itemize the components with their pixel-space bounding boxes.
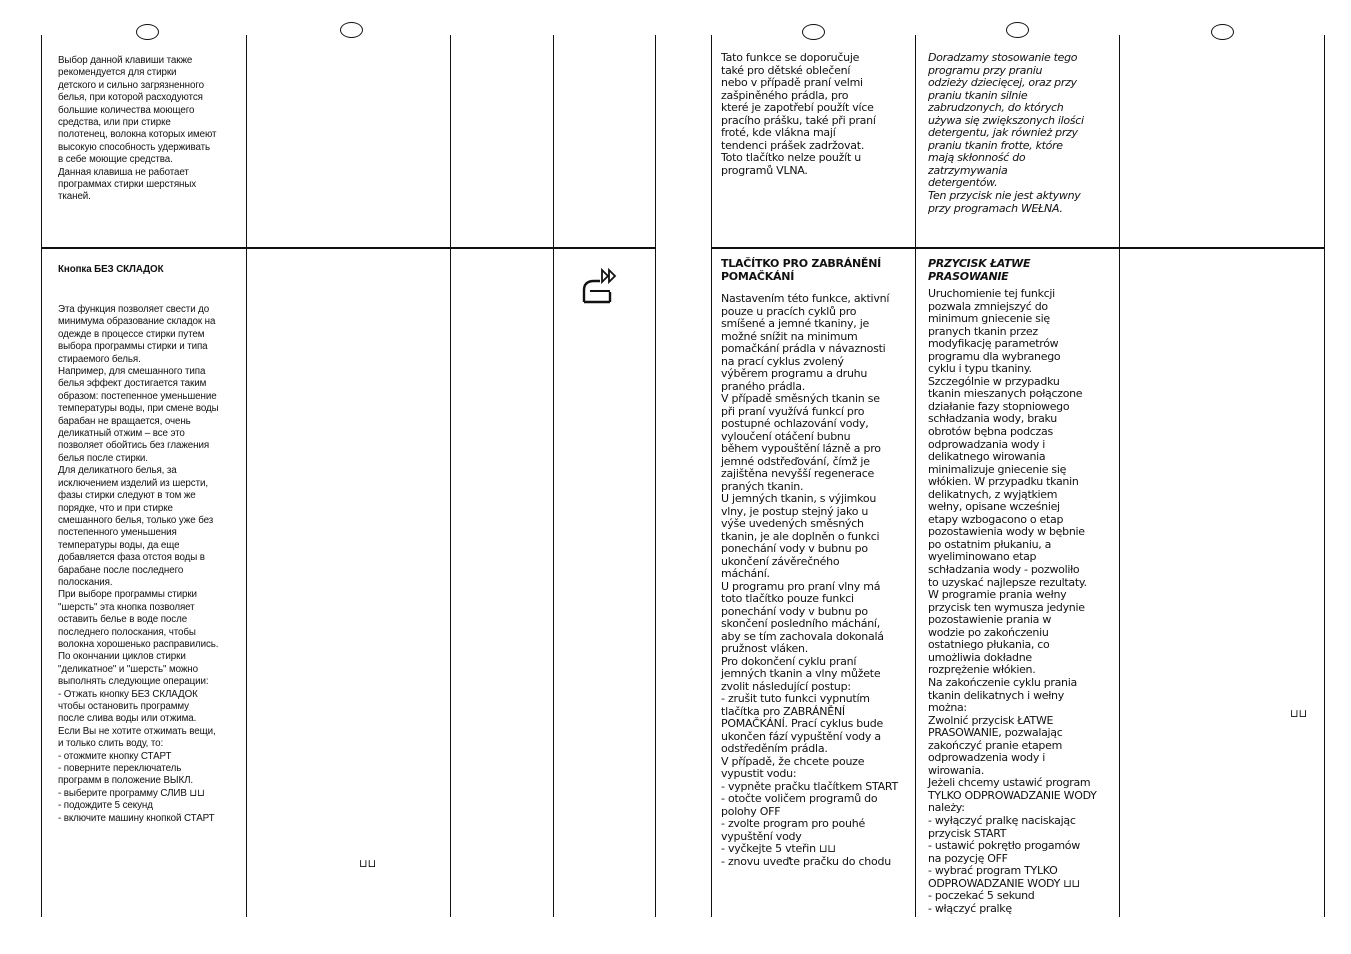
pl-block2-heading: PRZYCISK ŁATWE PRASOWANIE [928,257,1031,283]
ru-block2-text: Эта функция позволяет свести до минимума образование складок на одежде в процессе стирки путем выбора программы стирки и типа стираемого белья. Например, для смешанного типа белья эффект достигается таким образом: постепенное уменьшение температуры воды, при смене воды барабан не вращается, очень деликатный отжим – все это позволяет обойтись без глажения белья после стирки. Для деликатного белья, за исключением изделий из шерсти, фазы стирки следуют в том же порядке, что и при стирке смешанного белья, только уже без постепенного уменьшения температуры воды, да еще добавляется фаза отстоя воды в барабане после последнего полоскания. При выборе программы стирки "шерсть" эта кнопка позволяет оставить белье в воде после последнего полоскания, чтобы волокна хорошенько расправились. По окончании циклов стирки "деликатное" и "шерсть" можно выполнять следующие операции: - Отжать кнопку БЕЗ СКЛАДОК чтобы остановить программу после слива воды или отжима. Если Вы не хотите отжимать вещи, и только слить воду, то: - отожмите кнопку СТАРТ - поверните переключатель программ в положение ВЫКЛ. - выберите программу СЛИВ ⊔⊔ - подождите 5 секунд - включите машину кнопкой СТАРТ [58,304,219,824]
drain-icon: ⊔⊔ [1290,707,1308,720]
language-marker-oval [136,24,159,40]
ru-block1-text: Выбор данной клавиши также рекомендуется для стирки детского и сильно загрязненного белья, при которой расходуются большие количества моющего средства, или при стирке полотенец, волокна которых имеют высокую способность удерживать в себе моющие средства. Данная клавиша не работает программах стирки шерстяных тканей. [58,55,217,203]
divider-right [711,247,1325,249]
language-marker-oval [802,24,825,40]
rule-right-col2 [915,35,916,917]
language-marker-oval [1211,24,1234,40]
divider-left [41,247,656,249]
cz-block2-heading: TLAČÍTKO PRO ZABRÁNĚNÍ POMAČKÁNÍ [721,257,881,283]
cz-block1-text: Tato funkce se doporučuje také pro dětské oblečení nebo v případě praní velmi zašpiněného prádla, pro které je zapotřebí použít více pracího prášku, také při praní froté, kde vlákna mají tendenci prášek zadržovat. Toto tlačítko nelze použít u programů VLNA. [721,51,876,177]
rule-left-col2 [246,35,247,917]
drain-icon: ⊔⊔ [359,857,377,870]
rule-left-right-edge [655,35,656,917]
rule-right-edge-left [711,35,712,917]
ru-block2-heading: Кнопка БЕЗ СКЛАДОК [58,264,164,275]
rule-left-col3 [450,35,451,917]
anti-crease-icon [580,268,622,304]
rule-left-col4 [553,35,554,917]
cz-block2-text: Nastavením této funkce, aktivní pouze u pracích cyklů pro smíšené a jemné tkaniny, je možné snížit na minimum pomačkání prádla v návaznosti na prací cyklus zvolený výběrem programu a druhu praného prádla. V případě směsných tkanin se při praní využívá funkcí pro postupné ochlazování vody, vyloučení otáčení bubnu během vypouštění lázně a pro jemné odstřeďování, čímž je zajištěna nevyšší regenerace praných tkanin. U jemných tkanin, s výjimkou vlny, je postup stejný jako u výše uvedených směsných tkanin, je ale doplněn o funkci ponechání vody v bubnu po ukončení závěrečného máchání. U programu pro praní vlny má toto tlačítko pouze funkci ponechání vody v bubnu po skončení posledního máchání, aby se tím zachovala dokonalá pružnost vláken. Pro dokončení cyklu praní jemných tkanin a vlny můžete zvolit následující postup: - zrušit tuto funkci vypnutím tlačítka pro ZABRÁNĚNÍ POMAČKÁNÍ. Prací cyklus bude ukončen fází vypuštění vody a odstředěním prádla. V případě, že chcete pouze vypustit vodu: - vypněte pračku tlačítkem START - otočte voličem programů do polohy OFF - zvolte program pro pouhé vypuštění vody - vyčkejte 5 vteřin ⊔⊔ - znovu uveďte pračku do chodu [721,292,898,868]
pl-block2-text: Uruchomienie tej funkcji pozwala zmniejszyć do minimum gniecenie się pranych tkanin przez modyfikację parametrów programu dla wybranego cyklu i typu tkaniny. Szczególnie w przypadku tkanin mieszanych połączone działanie fazy stopniowego schładzania wody, braku obrotów bębna podczas odprowadzania wody i delikatnego wirowania minimalizuje gniecenie się włókien. W przypadku tkanin delikatnych, z wyjątkiem wełny, opisane wcześniej etapy wzbogacono o etap pozostawienia wody w bębnie po ostatnim płukaniu, a wyeliminowano etap schładzania wody - pozwoliło to uzyskać najlepsze rezultaty. W programie prania wełny przycisk ten wymusza jedynie pozostawienie prania w wodzie po zakończeniu ostatniego płukania, co umożliwia dokładne rozprężenie włókien. Na zakończenie cyklu prania tkanin delikatnych i wełny można: Zwolnić przycisk ŁATWE PRASOWANIE, pozwalając zakończyć pranie etapem odprowadzenia wody i wirowania. Jeżeli chcemy ustawić program TYLKO ODPROWADZANIE WODY należy: - wyłączyć pralkę naciskając przycisk START - ustawić pokrętło progamów na pozycję OFF - wybrać program TYLKO ODPROWADZANIE WODY ⊔⊔ - poczekać 5 sekund - włączyć pralkę [928,287,1097,915]
pl-block1-text: Doradzamy stosowanie tego programu przy praniu odzieży dziecięcej, oraz przy praniu tkanin silnie zabrudzonych, do których używa się zwiększonych ilości detergentu, jak również przy praniu tkanin frotte, które mają skłonność do zatrzymywania detergentów. Ten przycisk nie jest aktywny przy programach WEŁNA. [928,51,1084,215]
language-marker-oval [1006,22,1029,38]
language-marker-oval [340,22,363,38]
rule-left-edge [41,35,42,917]
rule-right-edge [1324,35,1325,917]
rule-right-col3 [1119,35,1120,917]
